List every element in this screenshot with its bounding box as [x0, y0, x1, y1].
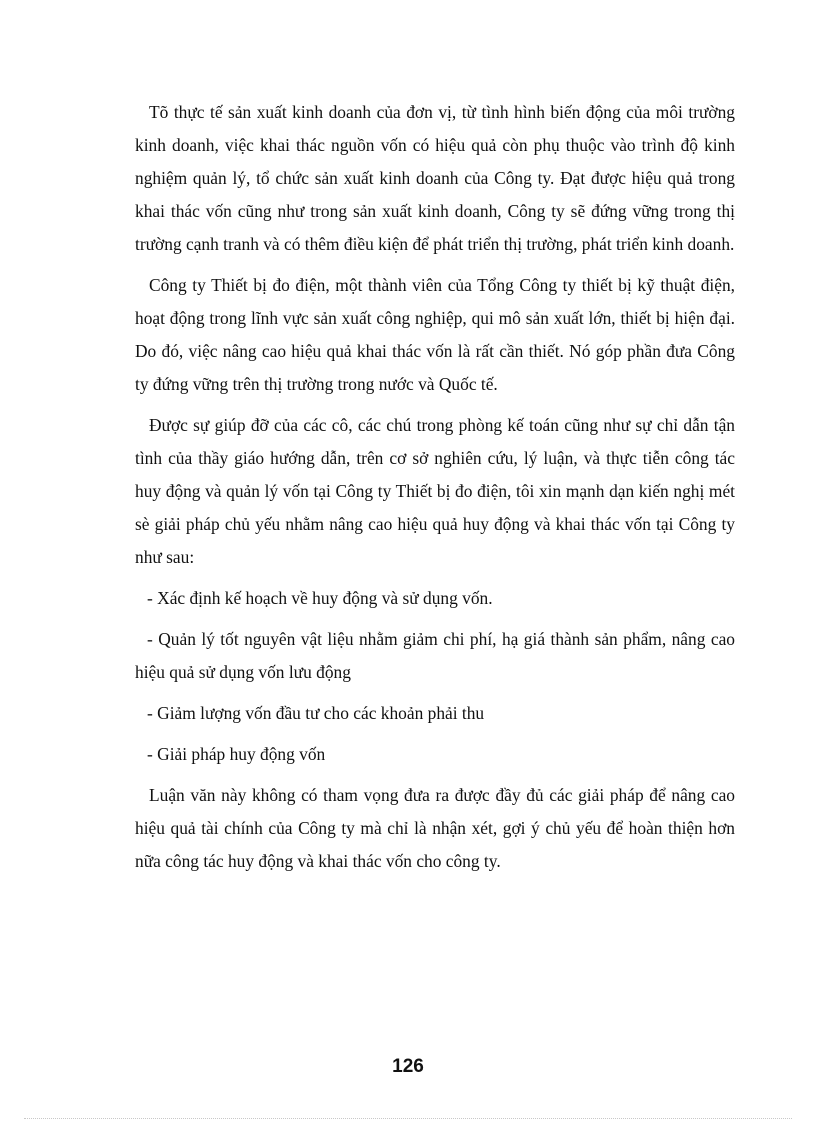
paragraph-intro: Tõ thực tế sản xuất kinh doanh của đơn vị, từ tình hình biến động của môi trường kinh doanh, việc khai thác nguồn vốn có hiệu quả còn phụ thuộc vào trình độ kinh nghiệm quản lý, tổ chức sản xuất kinh doanh của Công ty. Đạt được hiệu quả trong khai thác vốn cũng như trong sản xuất kinh doanh, Công ty sẽ đứng vững trong thị trường cạnh tranh và có thêm điều kiện để phát triển thị trường, phát triển kinh doanh.: [135, 102, 735, 254]
list-item: - Giải pháp huy động vốn: [147, 744, 326, 764]
paragraph-company: Công ty Thiết bị đo điện, một thành viên của Tổng Công ty thiết bị kỹ thuật điện, hoạt động trong lĩnh vực sản xuất công nghiệp, qui mô sản xuất lớn, thiết bị hiện đại. Do đó, việc nâng cao hiệu quả khai thác vốn là rất cần thiết. Nó góp phần đưa Công ty đứng vững trên thị trường trong nước và Quốc tế.: [135, 275, 735, 394]
page-bottom-divider: [24, 1118, 792, 1119]
paragraph-acknowledgement: Được sự giúp đỡ của các cô, các chú trong phòng kế toán cũng như sự chỉ dẫn tận tình của thầy giáo hướng dẫn, trên cơ sở nghiên cứu, lý luận, và thực tiễn công tác huy động và quản lý vốn tại Công ty Thiết bị đo điện, tôi xin mạnh dạn kiến nghị mét sè giải pháp chủ yếu nhằm nâng cao hiệu quả huy động và khai thác vốn tại Công ty như sau:: [135, 415, 735, 567]
list-item: - Xác định kế hoạch về huy động và sử dụng vốn.: [147, 588, 493, 608]
list-item: - Giảm lượng vốn đầu tư cho các khoản phải thu: [147, 703, 485, 723]
body-text: [135, 96, 735, 886]
list-item: - Quản lý tốt nguyên vật liệu nhằm giảm chi phí, hạ giá thành sản phẩm, nâng cao hiệu quả sử dụng vốn lưu động: [135, 629, 735, 682]
page-number: 126: [392, 1056, 424, 1077]
paragraph-closing: Luận văn này không có tham vọng đưa ra được đầy đủ các giải pháp để nâng cao hiệu quả tài chính của Công ty mà chỉ là nhận xét, gợi ý chủ yếu để hoàn thiện hơn nữa công tác huy động và khai thác vốn cho công ty.: [135, 785, 735, 871]
